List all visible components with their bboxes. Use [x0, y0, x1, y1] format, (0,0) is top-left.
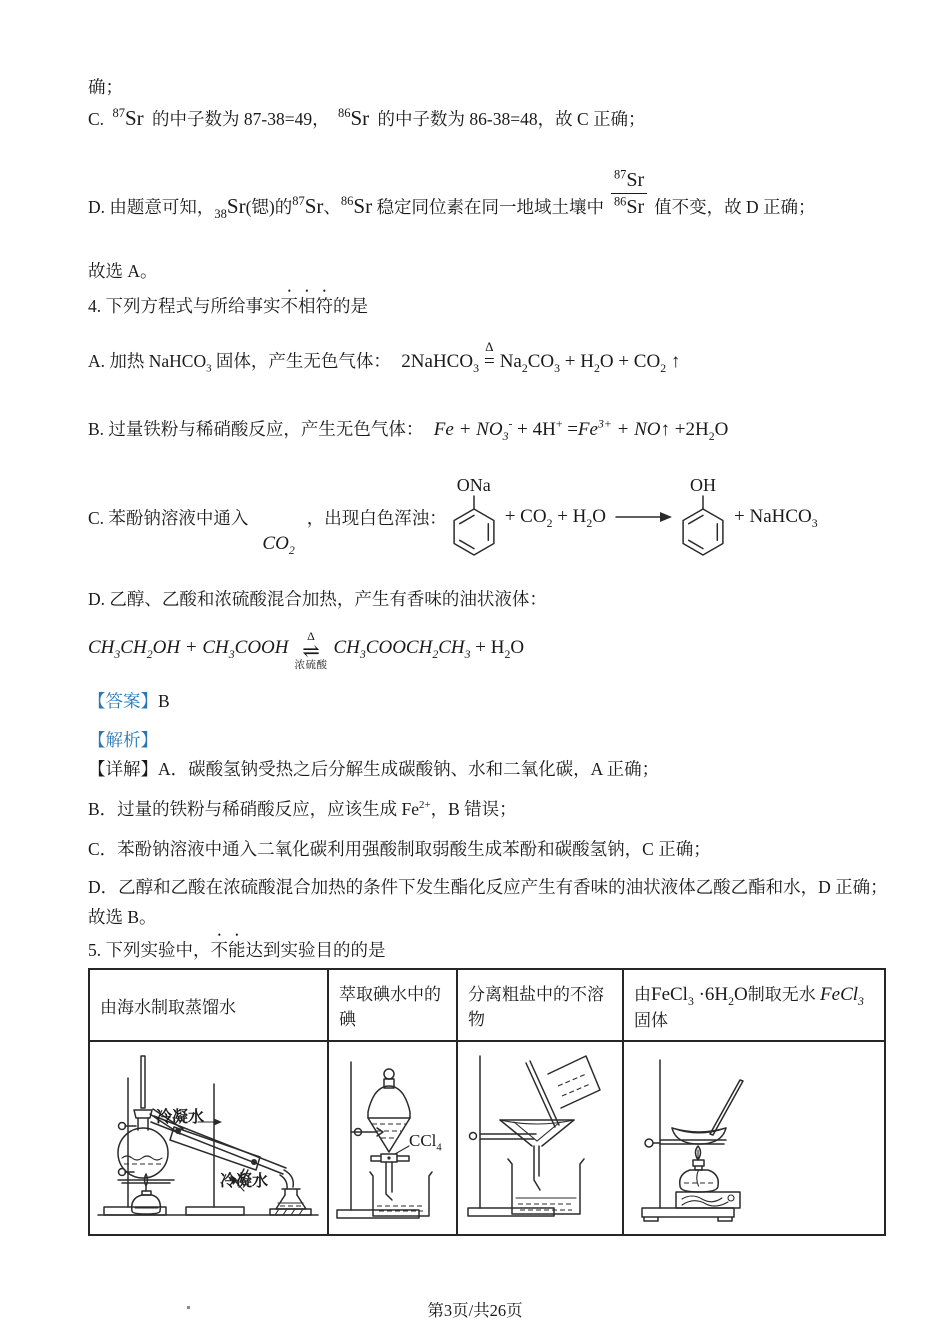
evaporation-diagram-icon — [630, 1046, 880, 1222]
continuation-line: 确； — [88, 77, 123, 97]
distillation-diagram-icon — [94, 1050, 322, 1226]
filtration-diagram-icon — [462, 1048, 614, 1224]
question-5-stem: 5. 下列实验中，不能达到实验目的的是 — [88, 940, 386, 960]
isotope-38sr: $_{38}$Sr — [214, 194, 246, 222]
experiment-header-filtration: 分离粗盐中的不溶物 — [457, 969, 623, 1041]
table-header-row — [89, 969, 885, 1041]
ccl4-label: CCl$_4$ — [409, 1131, 442, 1154]
table-diagram-row — [89, 1041, 885, 1235]
benzene-ring-icon — [679, 494, 727, 558]
detail-line-a: 【详解】A．碳酸氢钠受热之后分解生成碳酸钠、水和二氧化碳，A 正确； — [88, 759, 660, 779]
esterification-equation: $CH_3CH_2OH$ + $CH_3COOH$ Δ ⇌ 浓硫酸 $CH_3COOCH_2CH_3 + H_2O$ — [88, 629, 525, 671]
q4-option-c: C. 苯酚钠溶液中通入 $CO_2$ ，出现白色浑浊： ONa + $CO_2 + H_2O$ OH + NaHCO$_3$ — [88, 475, 818, 557]
conclusion-q3: 故选 A。 — [88, 261, 158, 281]
co2-formula: $CO_2$ — [262, 533, 295, 557]
isotope-87sr: $^{87}$Sr — [292, 194, 324, 218]
emphasized-text: 不相符 — [280, 296, 333, 316]
analysis-tag: 【解析】 — [88, 730, 158, 750]
experiment-header-distillation: 由海水制取蒸馏水 — [89, 969, 328, 1041]
oh-group-label: OH — [690, 475, 717, 495]
answer-value: B — [158, 691, 170, 711]
detail-line-c: C．苯酚钠溶液中通入二氧化碳利用强酸制取弱酸生成苯酚和碳酸氢钠，C 正确； — [88, 839, 711, 859]
detail-line-d: D．乙醇和乙酸在浓硫酸混合加热的条件下发生酯化反应产生有香味的油状液体乙酸乙酯和水，D 正确； — [88, 877, 888, 897]
isotope-86sr: $^{86}$Sr — [337, 106, 370, 130]
delta-over-equals: Δ = — [483, 339, 495, 372]
isotope-86sr: $^{86}$Sr — [340, 194, 373, 218]
answer-tag: 【答案】 — [88, 691, 158, 711]
experiment-header-extraction: 萃取碘水中的碘 — [328, 969, 457, 1041]
reaction-arrow-icon — [614, 510, 672, 524]
explanation-line-c: C. $^{87}$Sr 的中子数为 87-38=49， $^{86}$Sr 的中子数为 86-38=48，故 C 正确； — [88, 106, 646, 130]
q4-option-a: A. 加热 NaHCO$_3$ 固体，产生无色气体： 2NaHCO$_3$ Δ = $Na_2CO_3 + H_2O + CO_2$ ↑ — [88, 339, 681, 375]
stray-mark — [187, 1306, 190, 1309]
separating-funnel-extraction — [331, 1048, 454, 1236]
equation-b: $Fe + NO_3^-$ — [433, 417, 513, 443]
phenolate-structure — [450, 476, 498, 558]
detail-tag: 【详解】 — [88, 759, 158, 779]
equation-a-lhs: 2NaHCO$_3$ — [401, 351, 479, 375]
benzene-ring-icon — [450, 494, 498, 558]
equation-a-rhs: $Na_2CO_3 + H_2O + CO_2$ ↑ — [499, 351, 681, 375]
reaction-product: + NaHCO$_3$ — [734, 506, 818, 530]
q4-option-b: B. 过量铁粉与稀硝酸反应，产生无色气体： $Fe + NO_3^- + 4H^+ =Fe^{3+}$ + NO↑ $+2H_2O$ — [88, 417, 729, 443]
emphasized-text: 不能 — [210, 940, 246, 960]
condenser-water-label-bottom: 冷凝水 — [220, 1173, 269, 1190]
isotope-87sr: $^{87}$Sr — [112, 106, 144, 130]
evaporation-apparatus — [626, 1046, 882, 1234]
reaction-reagents: + $CO_2 + H_2O$ — [504, 506, 607, 530]
condenser-water-label-top: 冷凝水 — [156, 1109, 205, 1126]
conclusion-q4: 故选 B。 — [88, 907, 157, 927]
experiment-header-fecl3: 由FeCl$_3$ $\cdot 6H_2O$制取无水 FeCl$_3$ 固体 — [623, 969, 885, 1041]
analysis-line — [88, 727, 890, 752]
page-number: 第3页/共26页 — [427, 1301, 523, 1320]
ona-group-label: ONa — [456, 475, 491, 495]
detail-line-b: B．过量的铁粉与稀硝酸反应，应该生成 $Fe^{2+}$，B 错误； — [88, 799, 517, 819]
phenol-structure — [679, 476, 727, 558]
explanation-line-d: D. 由题意可知，$_{38}$Sr(锶)的$^{87}$Sr、$^{86}$Sr 稳定同位素在同一地域土壤中 $\frac{^{87}Sr}{^{86}Sr}$ 值不变，故 D 正确； — [88, 167, 816, 222]
q4-option-d: D. 乙醇、乙酸和浓硫酸混合加热，产生有香味的油状液体： — [88, 589, 547, 609]
answer-line — [88, 688, 890, 713]
filtration-apparatus — [460, 1048, 620, 1236]
sr-ratio-fraction: $\frac{^{87}Sr}{^{86}Sr}$ — [611, 168, 647, 219]
question-4-stem: 4. 下列方程式与所给事实不相符的是 — [88, 296, 368, 316]
experiment-table — [88, 968, 886, 1236]
reversible-arrow-with-conditions: Δ ⇌ 浓硫酸 — [294, 629, 328, 671]
distillation-apparatus — [92, 1050, 325, 1238]
